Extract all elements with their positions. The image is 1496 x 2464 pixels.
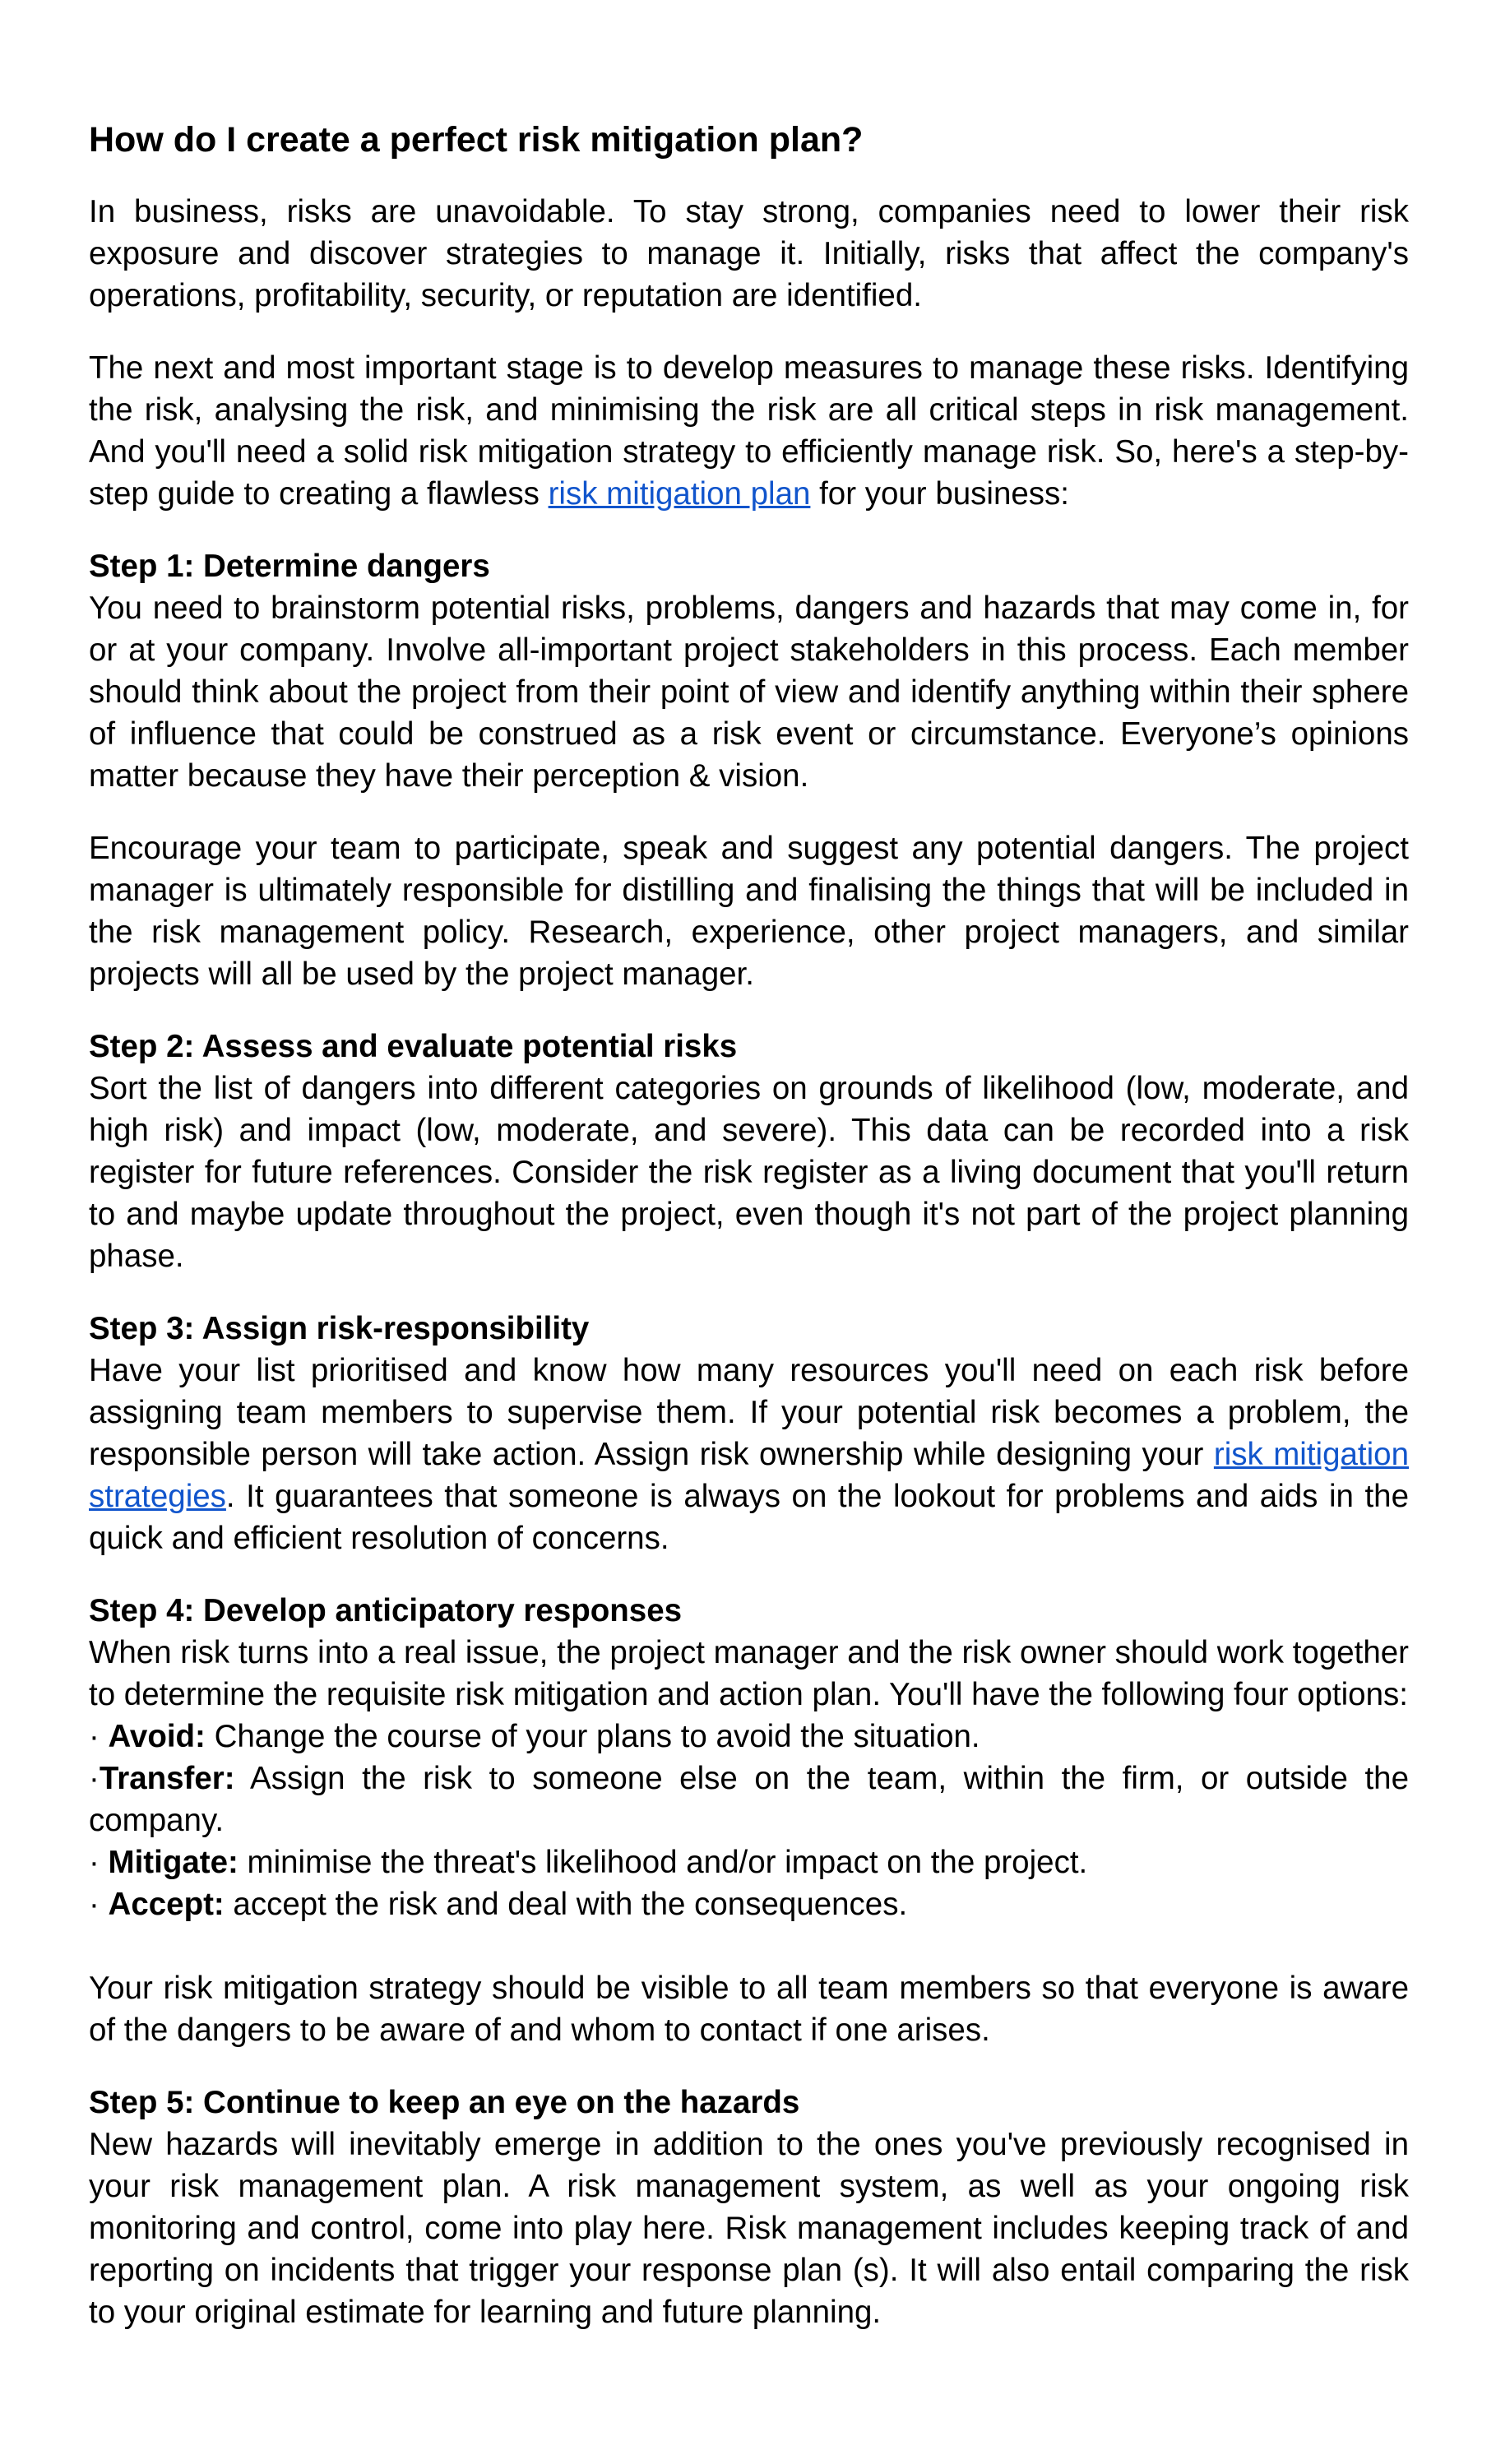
step-3-title: Step 3: Assign risk-responsibility [89, 1311, 590, 1346]
step-1-body-2: Encourage your team to participate, speak and suggest any potential dangers. The project manager is ultimately responsible for distilling and finalising the things that will be included in the risk management policy. Research, experience, other project managers, and similar projects will all be used by the project manager. [89, 831, 1409, 992]
risk-mitigation-strategies-link[interactable]: risk mitigation strategies [89, 1437, 1410, 1514]
bullet-dot: · [89, 1761, 100, 1796]
step-3-body-after-link: . It guarantees that someone is always on the lookout for problems and aids in the quick and efficient resolution of concerns. [89, 1479, 1409, 1556]
page-title: How do I create a perfect risk mitigation plan? [89, 120, 864, 160]
bullet-avoid [89, 1716, 1409, 1758]
intro-text-after-link: for your business: [810, 476, 1069, 512]
bullet-transfer [89, 1758, 1409, 1841]
step-1-section [89, 545, 1409, 797]
step-1-title: Step 1: Determine dangers [89, 549, 490, 584]
step-4-body: When risk turns into a real issue, the project manager and the risk owner should work together to determine the requisite risk mitigation and action plan. You'll have the following four options: [89, 1635, 1409, 1712]
step-1-body: You need to brainstorm potential risks, problems, dangers and hazards that may come in, for or at your company. Involve all-important project stakeholders in this process. Each member should think about the project from their point of view and identify anything within their sphere of influence that could be construed as a risk event or circumstance. Everyone’s opinions matter because they have their perception & vision. [89, 591, 1409, 794]
bullet-label: Avoid: [108, 1719, 206, 1754]
step-4-title: Step 4: Develop anticipatory responses [89, 1593, 683, 1628]
bullet-text: accept the risk and deal with the consequences. [224, 1887, 908, 1922]
step-4-section [89, 1590, 1409, 2051]
step-2-body: Sort the list of dangers into different categories on grounds of likelihood (low, moderate, and high risk) and impact (low, moderate, and severe). This data can be recorded into a risk register for future references. Consider the risk register as a living document that you'll return to and maybe update throughout the project, even though it's not part of the project planning phase. [89, 1071, 1409, 1274]
bullet-dot: · [89, 1887, 109, 1922]
bullet-label: Transfer: [99, 1761, 235, 1796]
document-body [89, 104, 1409, 2364]
blank-line [89, 1925, 1409, 1967]
intro-paragraph-2 [89, 347, 1409, 515]
intro-text-before-link: The next and most important stage is to develop measures to manage these risks. Identifying the risk, analysing the risk, and minimising the risk are all critical steps in risk management. And you'll need a solid risk mitigation strategy to efficiently manage risk. So, here's a step-by-step guide to creating a flawless [89, 350, 1409, 512]
bullet-accept [89, 1883, 1409, 1925]
bullet-mitigate [89, 1841, 1409, 1883]
step-4-intro [89, 1590, 1409, 1716]
step-2-section [89, 1026, 1409, 1277]
step-5-section [89, 2082, 1409, 2333]
intro-paragraph-1: In business, risks are unavoidable. To stay strong, companies need to lower their risk exposure and discover strategies to manage it. Initially, risks that affect the company's operations, profitability, security, or reputation are identified. [89, 194, 1409, 313]
bullet-text: Assign the risk to someone else on the team, within the firm, or outside the company. [89, 1761, 1409, 1838]
bullet-text: minimise the threat's likelihood and/or impact on the project. [238, 1845, 1088, 1880]
step-3-section [89, 1308, 1409, 1559]
step-5-title: Step 5: Continue to keep an eye on the hazards [89, 2085, 800, 2120]
step-3-body-before-link: Have your list prioritised and know how many resources you'll need on each risk before assigning team members to supervise them. If your potential risk becomes a problem, the responsible person will take action. Assign risk ownership while designing your [89, 1353, 1409, 1472]
bullet-label: Mitigate: [108, 1845, 239, 1880]
bullet-dot: · [89, 1845, 109, 1880]
risk-mitigation-plan-link[interactable]: risk mitigation plan [548, 476, 811, 512]
bullet-text: Change the course of your plans to avoid the situation. [205, 1719, 980, 1754]
step-5-body: New hazards will inevitably emerge in addition to the ones you've previously recognised in your risk management plan. A risk management system, as well as your ongoing risk monitoring and control, come into play here. Risk management includes keeping track of and reporting on incidents that trigger your response plan (s). It will also entail comparing the risk to your original estimate for learning and future planning. [89, 2127, 1409, 2330]
step-4-closing: Your risk mitigation strategy should be visible to all team members so that everyone is aware of the dangers to be aware of and whom to contact if one arises. [89, 1971, 1409, 2048]
bullet-dot: · [89, 1719, 109, 1754]
bullet-label: Accept: [108, 1887, 225, 1922]
step-2-title: Step 2: Assess and evaluate potential risks [89, 1029, 738, 1064]
